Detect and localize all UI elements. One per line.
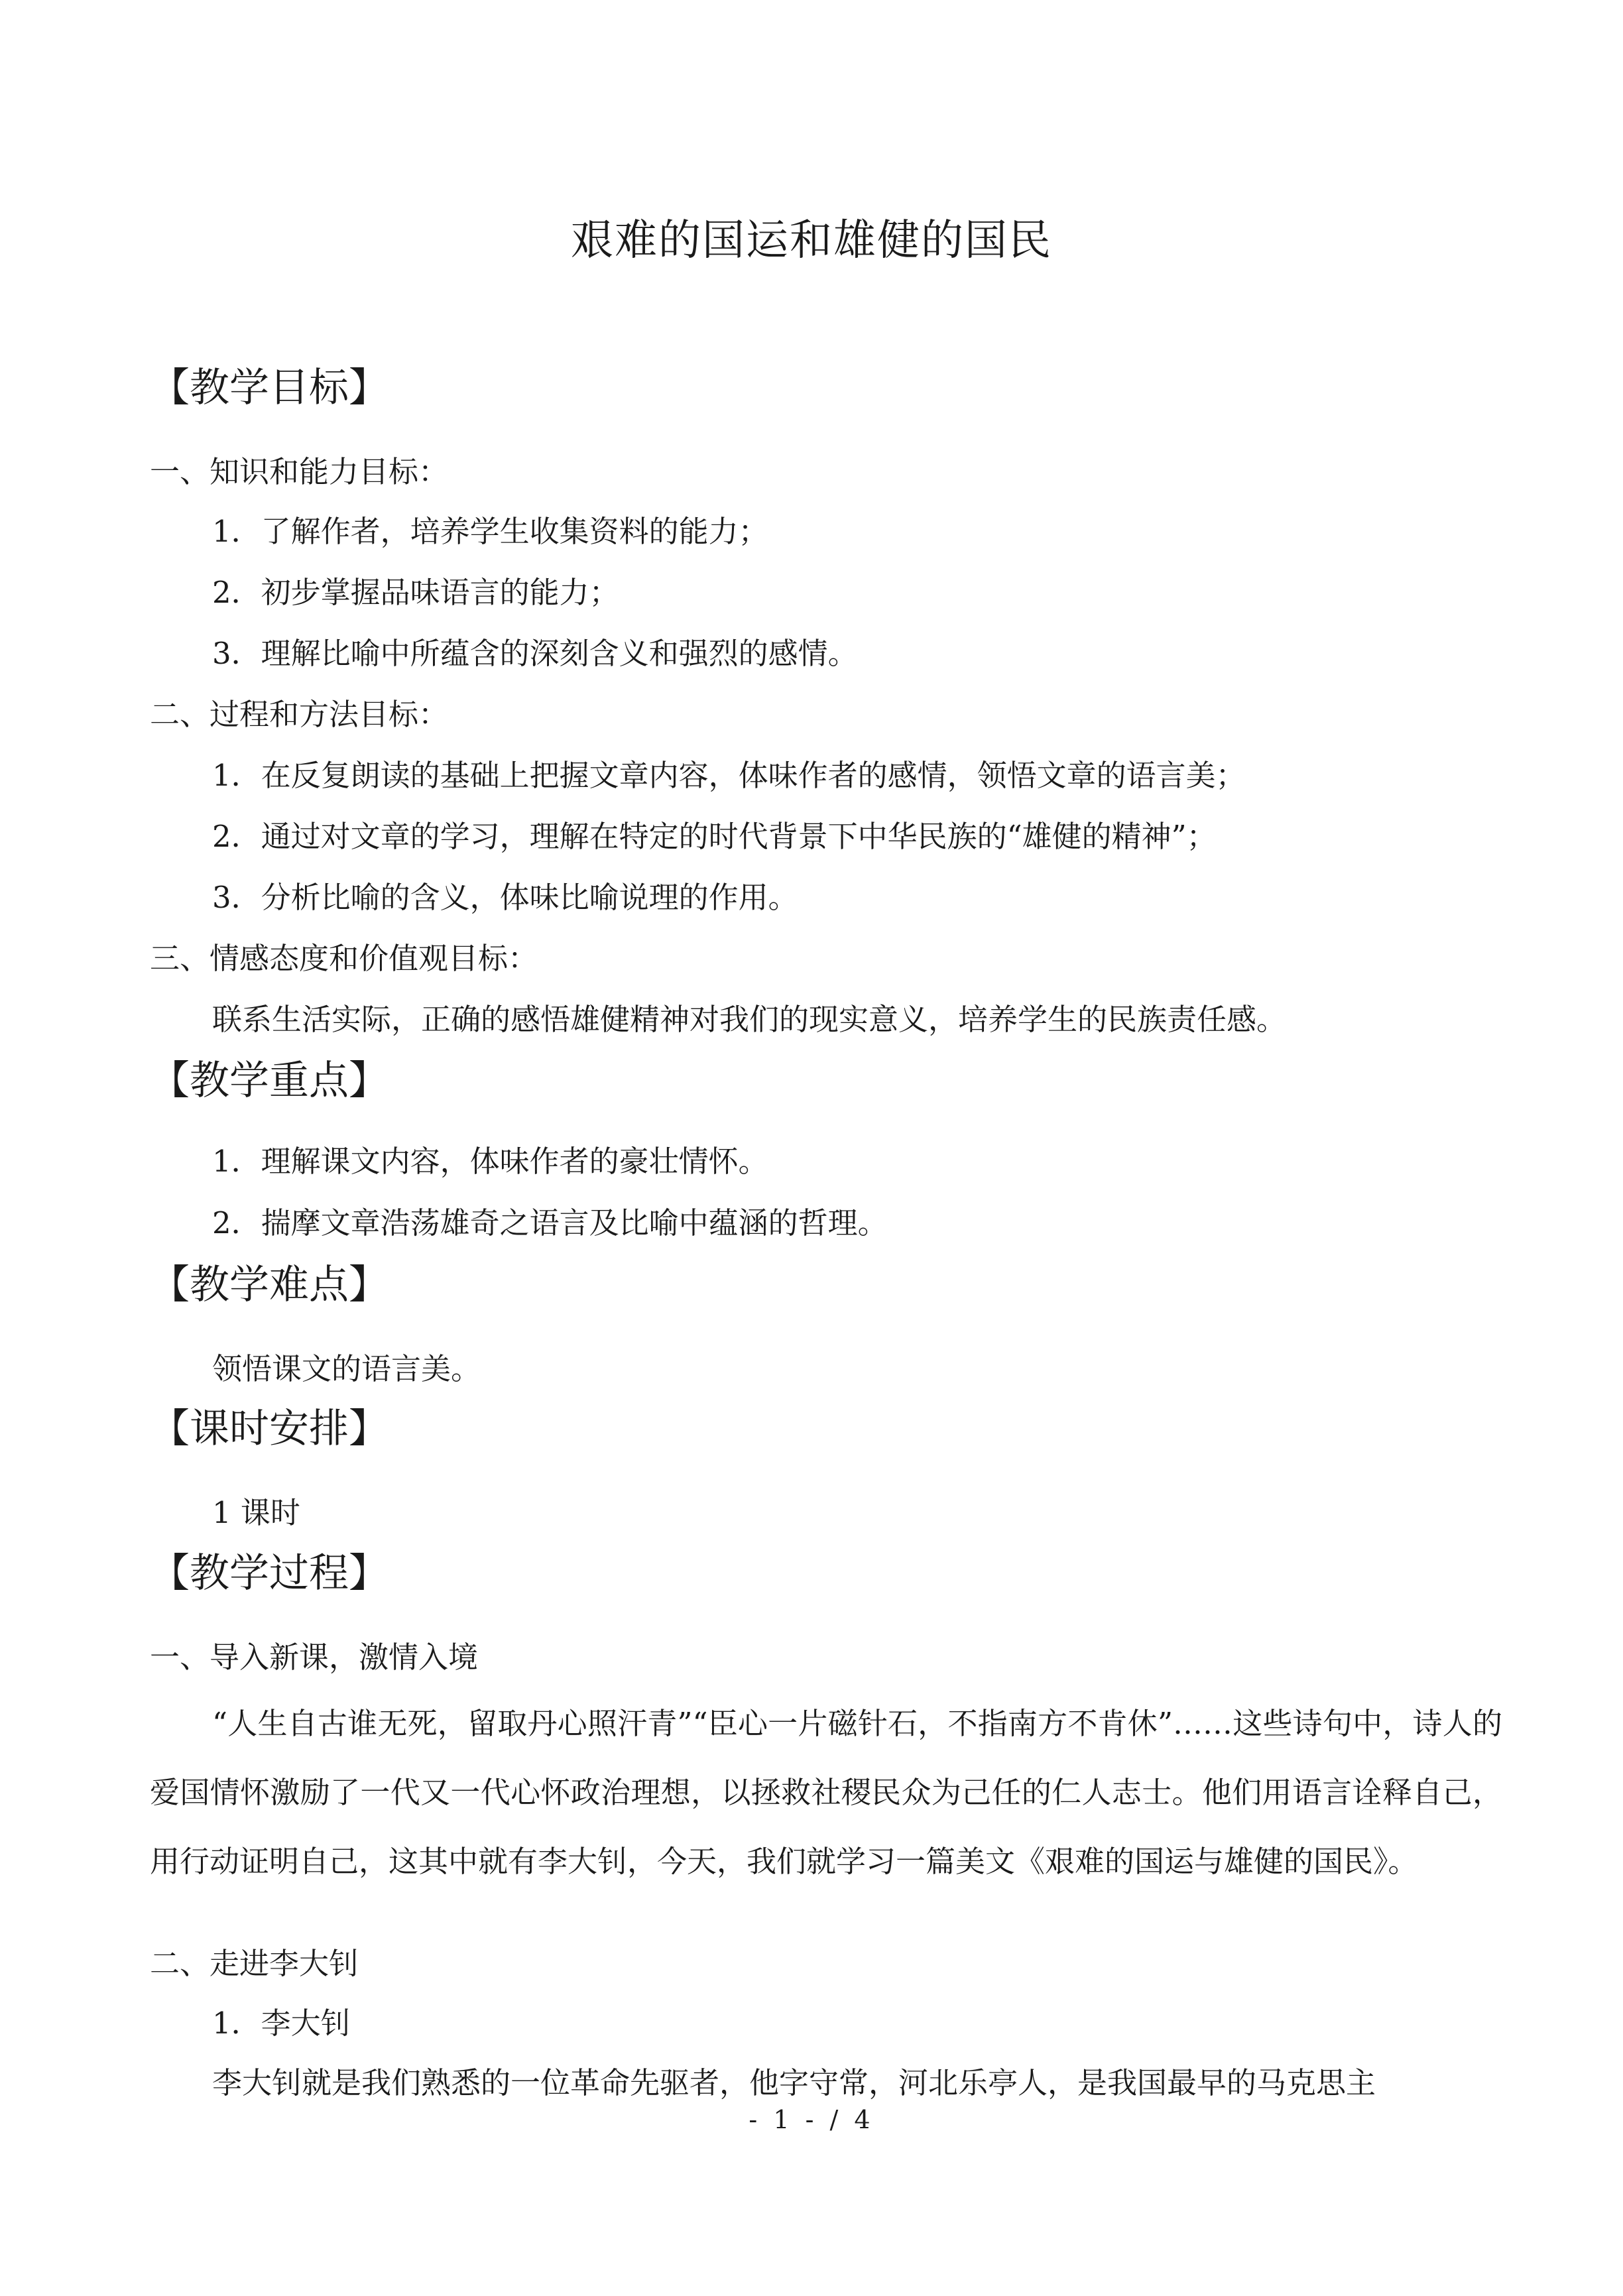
process-item-1: 1．在反复朗读的基础上把握文章内容，体味作者的感情，领悟文章的语言美； <box>212 758 1246 793</box>
process-item-2: 2．通过对文章的学习，理解在特定的时代背景下中华民族的“雄健的精神”； <box>212 819 1217 854</box>
emotion-text: 联系生活实际，正确的感悟雄健精神对我们的现实意义，培养学生的民族责任感。 <box>212 1002 1287 1037</box>
schedule-text: 1 课时 <box>212 1495 300 1530</box>
key-point-2: 2．揣摩文章浩荡雄奇之语言及比喻中蕴涵的哲理。 <box>212 1205 888 1240</box>
heading-schedule: 【课时安排】 <box>150 1406 389 1452</box>
heading-difficulties: 【教学难点】 <box>150 1262 389 1308</box>
knowledge-item-2: 2．初步掌握品味语言的能力； <box>212 575 619 610</box>
heading-objectives: 【教学目标】 <box>150 365 389 411</box>
process-item-3: 3．分析比喻的含义，体味比喻说理的作用。 <box>212 880 798 915</box>
subheading-intro: 一、导入新课，激情入境 <box>150 1640 479 1675</box>
subheading-process: 二、过程和方法目标： <box>150 697 449 732</box>
key-point-1: 1．理解课文内容，体味作者的豪壮情怀。 <box>212 1144 768 1179</box>
page-number: - 1 - / 4 <box>749 2105 874 2134</box>
subheading-author: 二、走进李大钊 <box>150 1946 359 1981</box>
knowledge-item-1: 1．了解作者，培养学生收集资料的能力； <box>212 514 768 549</box>
document-title: 艰难的国运和雄健的国民 <box>571 216 1052 265</box>
author-paragraph: 李大钊就是我们熟悉的一位革命先驱者，他字守常，河北乐亭人，是我国最早的马克思主 <box>212 2065 1376 2100</box>
author-item-1: 1．李大钊 <box>212 2006 351 2041</box>
heading-teaching-process: 【教学过程】 <box>150 1550 389 1597</box>
subheading-knowledge: 一、知识和能力目标： <box>150 454 449 489</box>
knowledge-item-3: 3．理解比喻中所蕴含的深刻含义和强烈的感情。 <box>212 636 858 671</box>
subheading-emotion: 三、情感态度和价值观目标： <box>150 941 538 976</box>
heading-key-points: 【教学重点】 <box>150 1057 389 1104</box>
difficulty-text: 领悟课文的语言美。 <box>212 1351 481 1386</box>
intro-paragraph: “人生自古谁无死，留取丹心照汗青”“臣心一片磁针石，不指南方不肯休”……这些诗句中，诗人的爱国情怀激励了一代又一代心怀政治理想，以拯救社稷民众为己任的仁人志士。他们用语言诠释自己，用行动证明自己，这其中就有李大钊，今天，我们就学习一篇美文《艰难的国运与雄健的国民》。 <box>150 1706 1502 1879</box>
